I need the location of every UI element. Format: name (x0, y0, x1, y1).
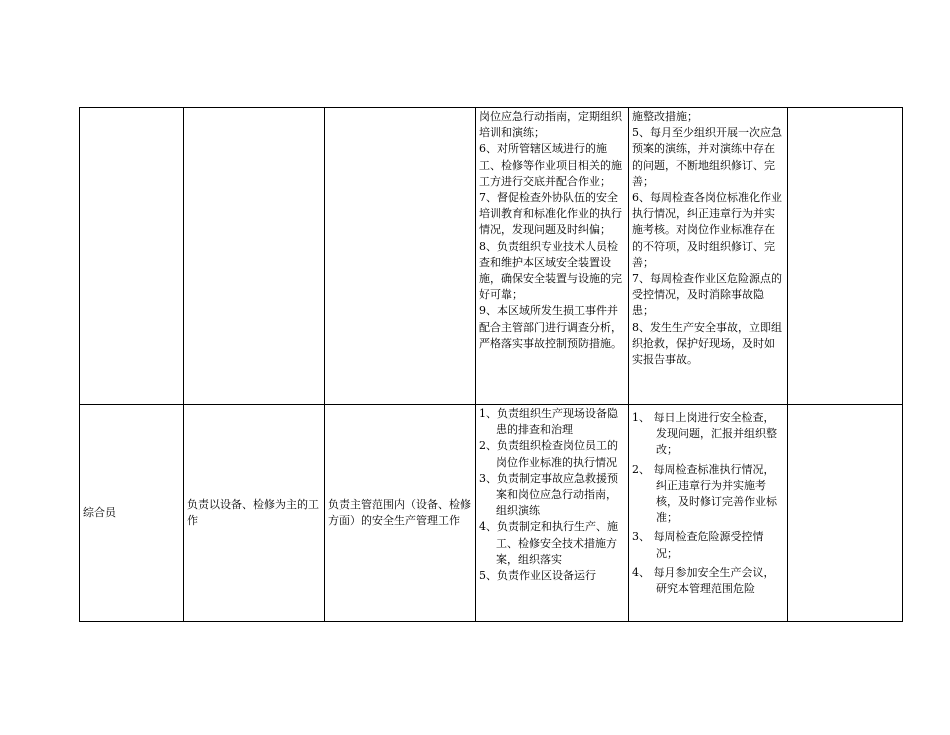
check-item: 5、每月至少组织开展一次应急预案的演练，并对演练中存在的问题，不断地组织修订、完善； (632, 126, 782, 188)
check-item: 施整改措施； (632, 110, 698, 123)
check-item: 1、 每日上岗进行安全检查，发现问题，汇报并组织整改； (632, 411, 777, 457)
task-item: 1、负责组织生产现场设备隐患的排查和治理 (479, 407, 618, 437)
scope-cell (184, 108, 325, 405)
table-row (80, 405, 903, 622)
task-item: 8、负责组织专业技术人员检查和维护本区域安全装置设施，确保安全装置与设施的完好可靠； (479, 239, 622, 302)
task-item: 4、负责制定和执行生产、施工、检修安全技术措施方案，组织落实 (479, 520, 618, 566)
check-item: 8、发生生产安全事故，立即组织抢救，保护好现场，及时如实报告事故。 (632, 320, 782, 367)
task-item: 5、负责作业区设备运行 (479, 569, 596, 583)
check-item: 4、 每月参加安全生产会议，研究本管理范围危险 (632, 565, 775, 596)
task-item: 9、本区域所发生损工事件并配合主管部门进行调查分析，严格落实事故控制预防措施。 (479, 304, 622, 350)
task-item: 7、督促检查外协队伍的安全培训教育和标准化作业的执行情况，发现问题及时纠偏； (479, 191, 622, 237)
check-item: 7、每周检查作业区危险源点的受控情况，及时消除事故隐患； (632, 272, 782, 318)
task-item: 2、负责组织检查岗位员工的岗位作业标准的执行情况 (479, 439, 618, 469)
remark-cell (788, 405, 903, 622)
duty-cell (325, 108, 476, 405)
remark-cell (788, 108, 903, 405)
task-item: 岗位应急行动指南，定期组织培训和演练； (479, 110, 622, 140)
checks-cell (629, 108, 788, 405)
checks-cell (629, 405, 788, 622)
check-item: 3、 每周检查危险源受控情况； (632, 530, 764, 560)
tasks-cell (476, 405, 629, 622)
check-item: 2、 每周检查标准执行情况，纠正违章行为并实施考核，及时修订完善作业标准； (632, 462, 777, 525)
check-item: 6、每周检查各岗位标准化作业执行情况，纠正违章行为并实施考核。对岗位作业标准存在的不符项，及时组织修订、完善； (632, 191, 782, 269)
scope-cell: 负责以设备、检修为主的工作 (184, 405, 325, 622)
duty-table (79, 107, 903, 622)
role-cell: 综合员 (80, 405, 184, 622)
task-item: 3、负责制定事故应急救援预案和岗位应急行动指南，组织演练 (479, 471, 618, 518)
task-item: 6、对所管辖区域进行的施工、检修等作业项目相关的施工方进行交底并配合作业； (479, 142, 622, 188)
table-row (80, 108, 903, 405)
duty-cell: 负责主管范围内（设备、检修方面）的安全生产管理工作 (325, 405, 476, 622)
tasks-cell (476, 108, 629, 405)
role-cell (80, 108, 184, 405)
